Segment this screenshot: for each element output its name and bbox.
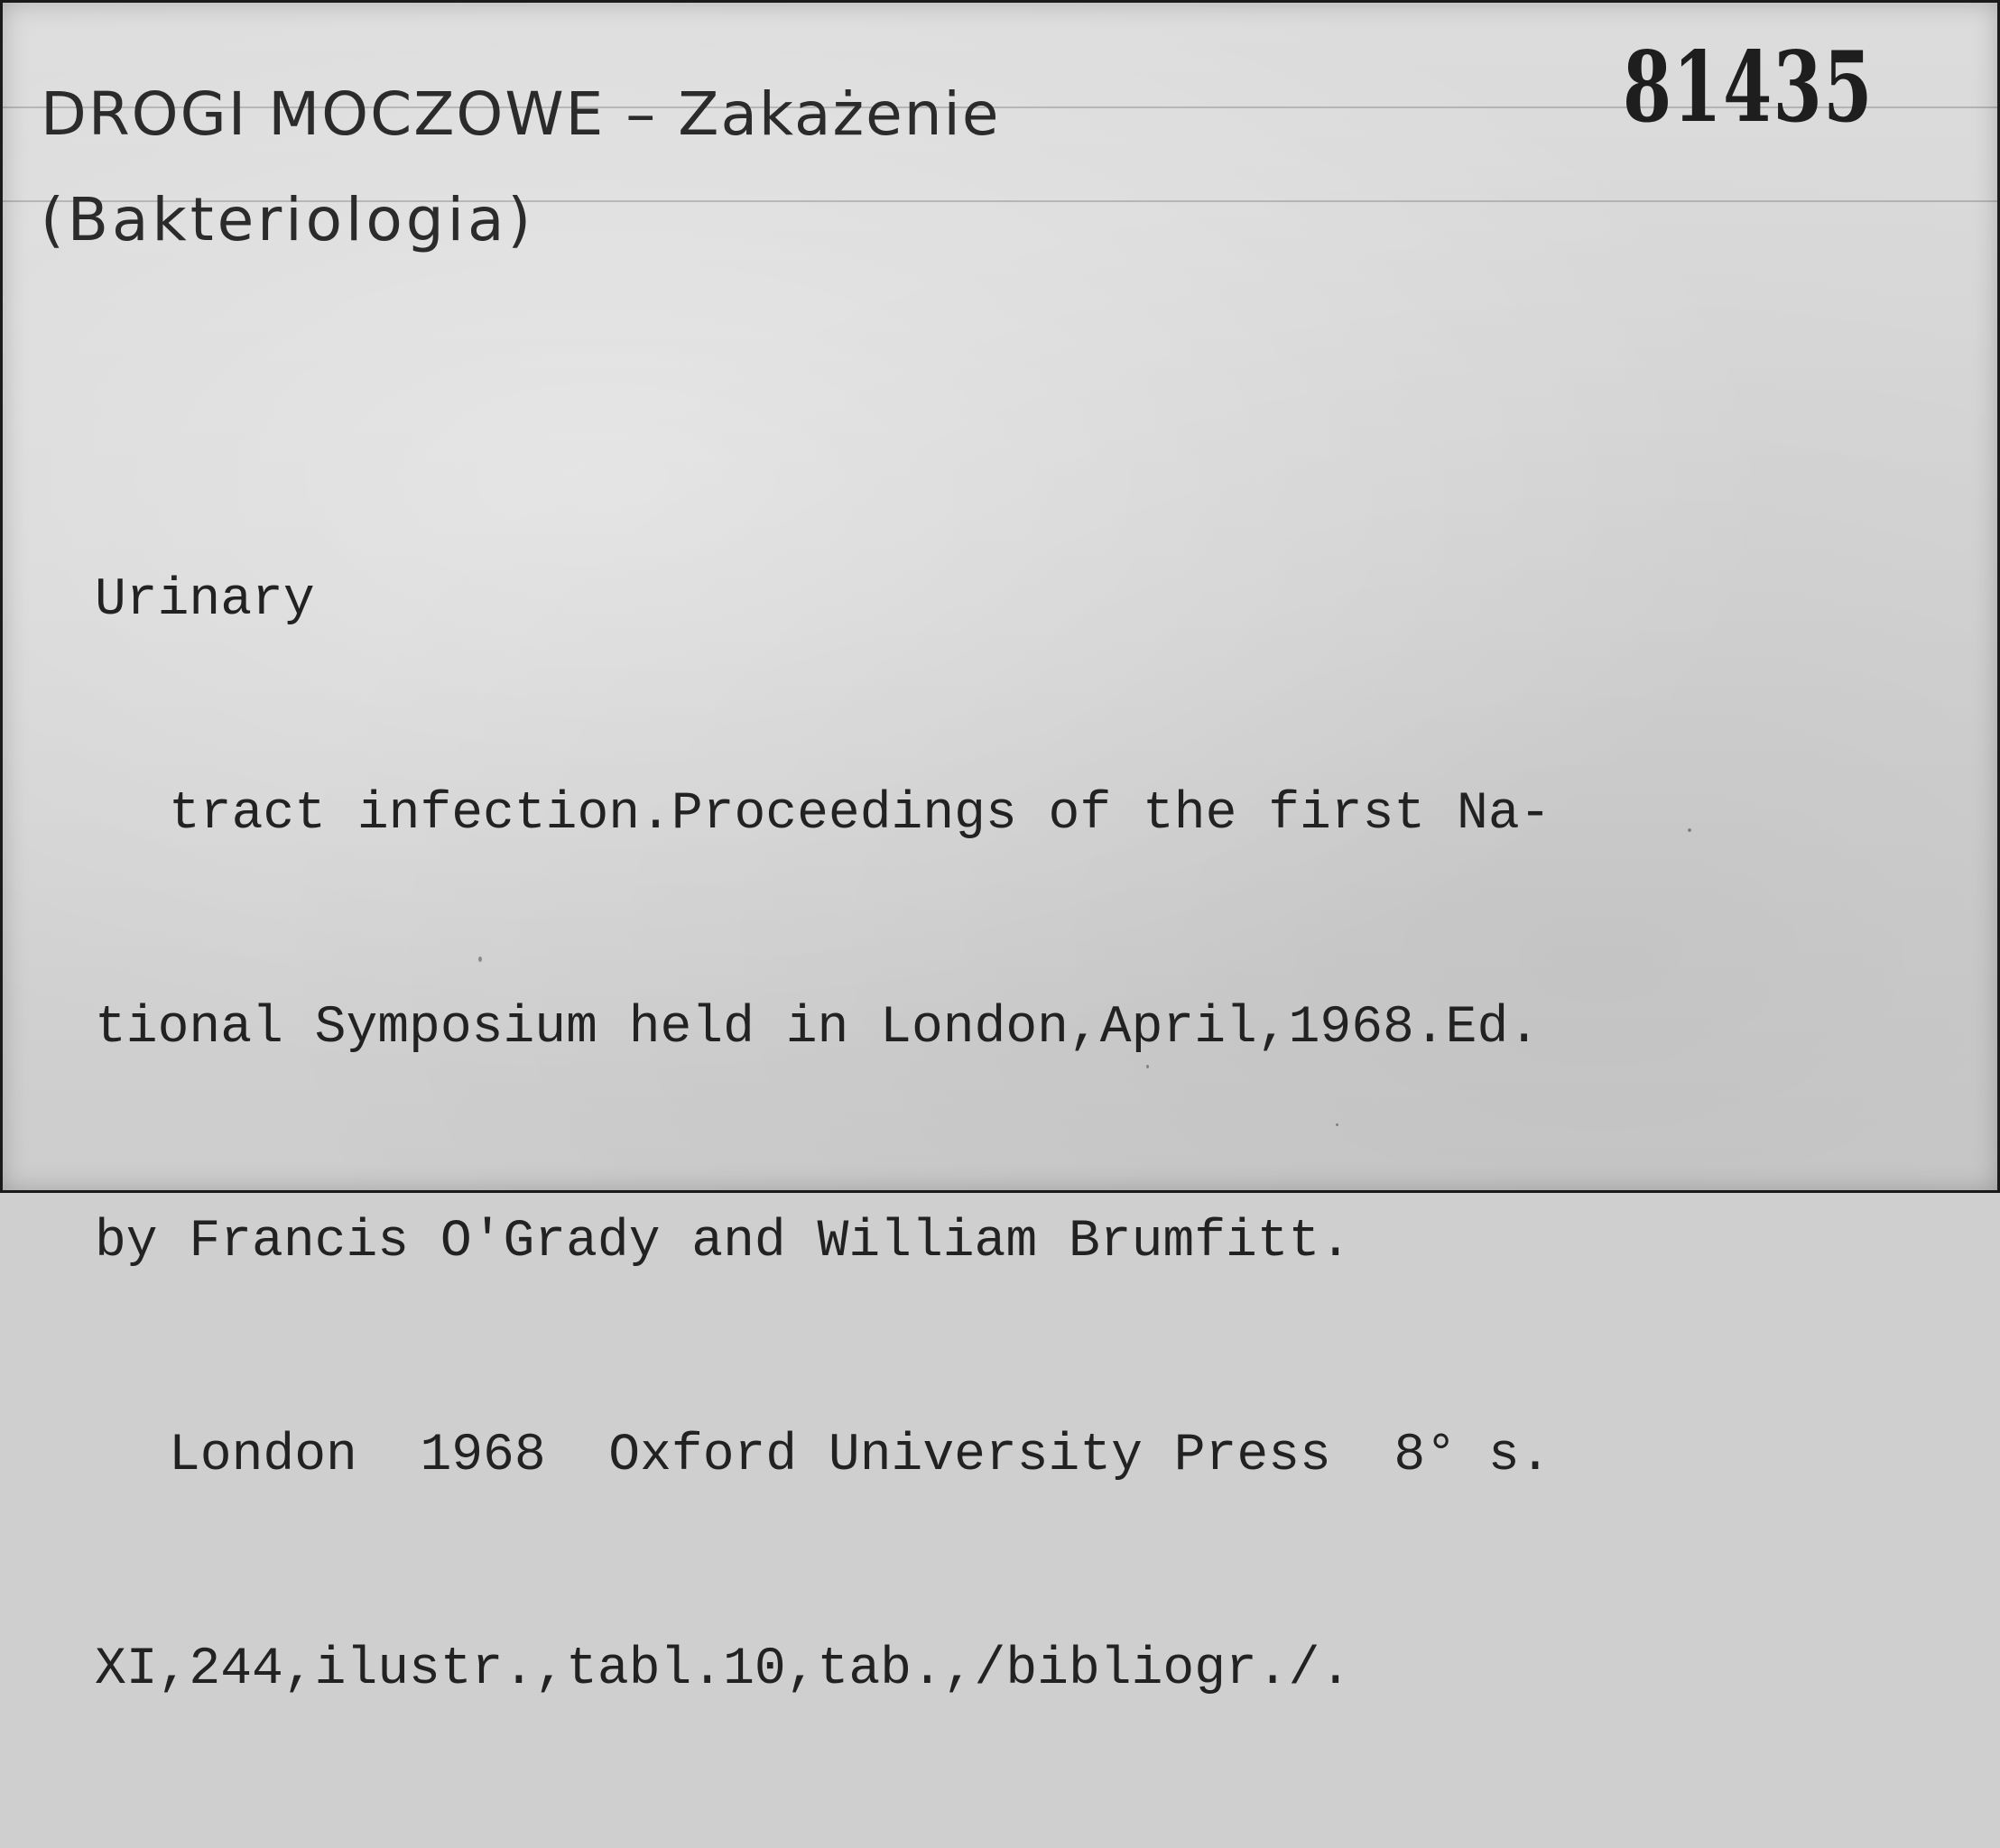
paper-speck <box>1146 1065 1149 1068</box>
entry-line-title-start: Urinary <box>95 571 315 630</box>
paper-speck <box>1688 828 1691 832</box>
entry-line-editors: by Francis O'Grady and William Brumfitt. <box>95 1213 1352 1271</box>
accession-number: 81435 <box>1623 31 1874 144</box>
subject-heading: DROGI MOCZOWE – Zakażenie <box>41 79 1001 149</box>
subject-subheading: (Bakteriologia) <box>41 185 535 254</box>
entry-line-title: tract infection.Proceedings of the first Na- <box>169 785 1551 844</box>
paper-speck <box>1336 1123 1338 1126</box>
bibliographic-entry <box>95 422 1945 1848</box>
entry-line-imprint: London 1968 Oxford University Press 8° s. <box>169 1427 1551 1485</box>
paper-speck <box>478 956 482 962</box>
entry-line-collation: XI,244,ilustr.,tabl.10,tab.,/bibliogr./. <box>95 1640 1352 1699</box>
entry-line-title-cont: tional Symposium held in London,April,1968.Ed. <box>95 999 1541 1058</box>
